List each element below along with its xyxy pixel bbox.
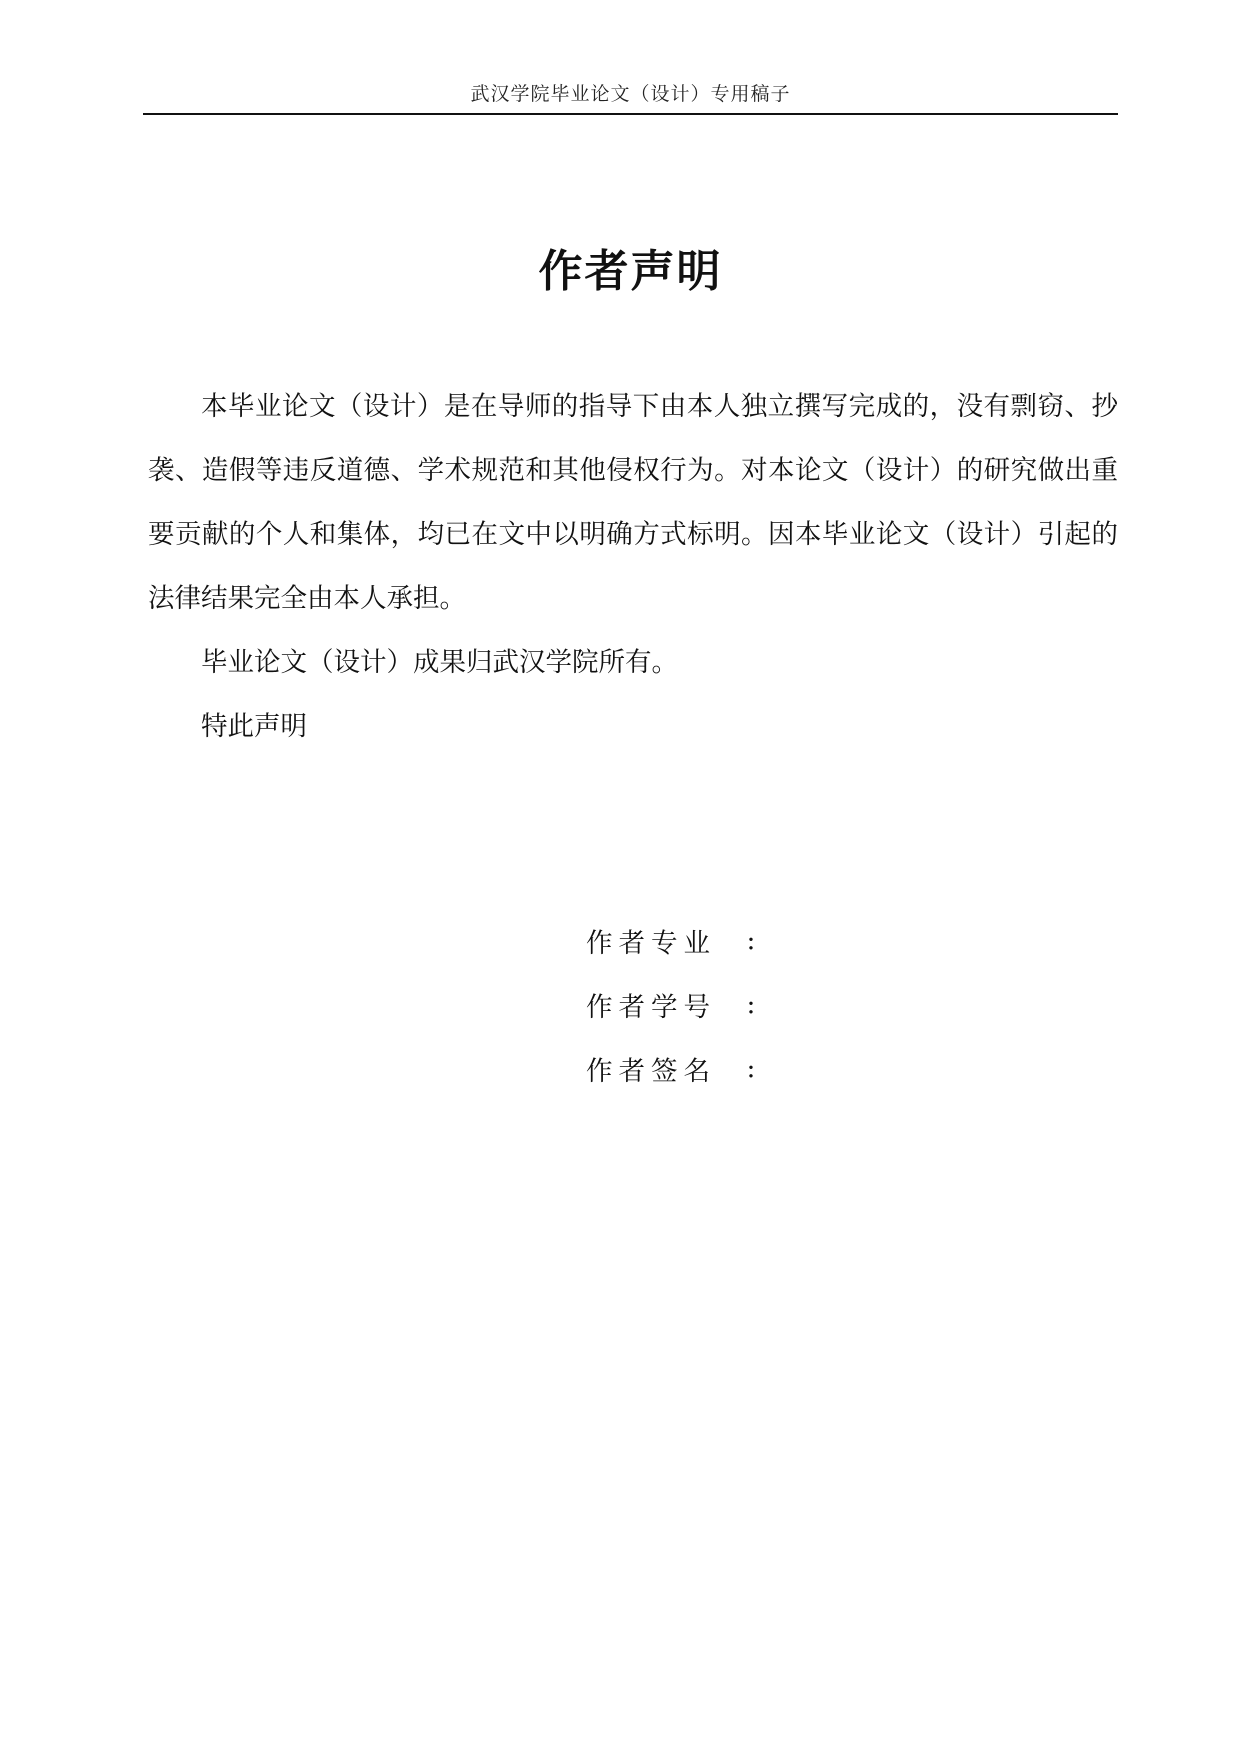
header-divider (143, 113, 1118, 115)
page-title: 作者声明 (538, 246, 723, 297)
author-signature-colon: : (746, 1052, 756, 1084)
declaration-body (148, 375, 1118, 759)
author-signature-field[interactable] (766, 1048, 986, 1088)
author-signature-label: 作者签名 (586, 1055, 716, 1087)
author-major-colon: : (746, 924, 756, 956)
author-major-row (586, 908, 986, 972)
author-student-id-field[interactable] (766, 984, 986, 1024)
declaration-paragraph-1: 本毕业论文（设计）是在导师的指导下由本人独立撰写完成的，没有剽窃、抄袭、造假等违反道德、学术规范和其他侵权行为。对本论文（设计）的研究做出重要贡献的个人和集体，均已在文中以明确方式标明。因本毕业论文（设计）引起的法律结果完全由本人承担。 (148, 391, 1118, 614)
signature-block (586, 908, 986, 1100)
author-student-id-colon: : (746, 988, 756, 1020)
author-student-id-row (586, 972, 986, 1036)
author-major-field[interactable] (766, 920, 986, 960)
declaration-paragraph-3: 特此声明 (201, 711, 307, 742)
author-major-label: 作者专业 (586, 927, 716, 959)
running-header: 武汉学院毕业论文（设计）专用稿子 (470, 83, 791, 105)
declaration-paragraph-2: 毕业论文（设计）成果归武汉学院所有。 (201, 647, 678, 678)
author-signature-row (586, 1036, 986, 1100)
author-student-id-label: 作者学号 (586, 991, 716, 1023)
